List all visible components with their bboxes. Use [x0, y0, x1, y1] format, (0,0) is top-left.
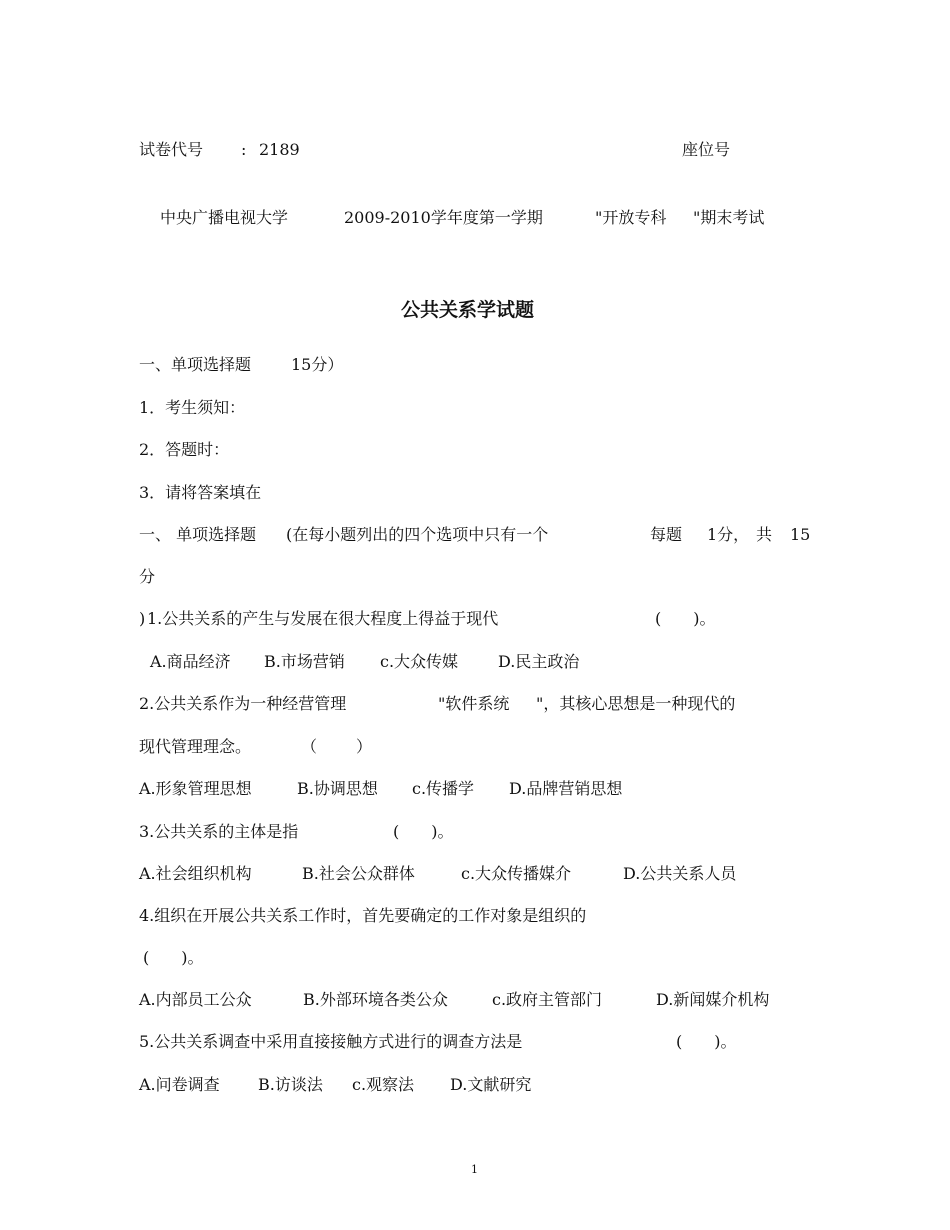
question-2-stem-quote: "软件系统 [438, 694, 510, 713]
section-heading: 一、 单项选择题 [139, 525, 257, 544]
page-number: 1 [471, 1163, 478, 1176]
intro-note-3: 3．请将答案填在 [139, 483, 262, 502]
question-2-stem-line2: 现代管理理念。 [139, 737, 252, 756]
question-2-option-b: B.协调思想 [297, 779, 378, 798]
question-3-stem: 3.公共关系的主体是指 [139, 822, 299, 841]
seat-number-label: 座位号 [682, 140, 731, 159]
school-name: 中央广播电视大学 [160, 208, 289, 227]
question-5-answer-blank: ( )。 [676, 1032, 737, 1051]
exam-type: "期末考试 [693, 208, 765, 227]
question-5-option-a: A.问卷调查 [139, 1075, 220, 1094]
section-total-score: 15 [790, 525, 811, 544]
exam-code-separator: : [241, 140, 247, 159]
question-2-paren-open: （ [301, 737, 318, 756]
exam-code-value: 2189 [259, 140, 300, 159]
question-3-answer-blank: ( )。 [393, 822, 454, 841]
page-title: 公共关系学试题 [401, 299, 535, 321]
question-3-option-b: B.社会公众群体 [302, 864, 415, 883]
academic-term: 2009-2010学年度第一学期 [344, 208, 543, 227]
intro-heading: 一、单项选择题 [139, 355, 252, 374]
question-1-option-b: B.市场营销 [264, 652, 345, 671]
question-4-option-d: D.新闻媒介机构 [656, 990, 770, 1009]
question-4-option-c: c.政府主管部门 [492, 990, 603, 1009]
section-per-item-score: 1分， [707, 525, 750, 544]
exam-code-label: 试卷代号 [139, 140, 204, 159]
question-2-option-a: A.形象管理思想 [139, 779, 252, 798]
question-5-option-b: B.访谈法 [258, 1075, 323, 1094]
question-1-option-a: A.商品经济 [150, 652, 231, 671]
question-4-answer-blank: ( )。 [143, 948, 204, 967]
section-total-label: 共 [756, 525, 773, 544]
question-3-option-d: D.公共关系人员 [623, 864, 737, 883]
section-total-unit: 分 [139, 567, 156, 586]
intro-note-2: 2．答题时： [139, 440, 230, 459]
question-2-stem-cont: "，其核心思想是一种现代的 [536, 694, 736, 713]
question-5-stem: 5.公共关系调查中采用直接接触方式进行的调查方法是 [139, 1032, 523, 1051]
question-2-paren-close: ） [356, 737, 373, 756]
question-4-option-b: B.外部环境各类公众 [303, 990, 448, 1009]
program-level: "开放专科 [595, 208, 667, 227]
question-1-answer-blank: ( )。 [655, 609, 716, 628]
question-1-option-d: D.民主政治 [498, 652, 580, 671]
intro-score: 15分） [291, 355, 344, 374]
question-2-option-d: D.品牌营销思想 [509, 779, 623, 798]
section-per-item-label: 每题 [650, 525, 683, 544]
question-3-option-a: A.社会组织机构 [139, 864, 252, 883]
question-2-option-c: c.传播学 [412, 779, 475, 798]
section-close-paren: ) [139, 609, 146, 628]
intro-note-1: 1．考生须知： [139, 398, 246, 417]
question-5-option-d: D.文献研究 [450, 1075, 532, 1094]
question-4-option-a: A.内部员工公众 [139, 990, 252, 1009]
question-2-stem: 2.公共关系作为一种经营管理 [139, 694, 347, 713]
question-1-option-c: c.大众传媒 [380, 652, 459, 671]
question-1-stem: 1.公共关系的产生与发展在很大程度上得益于现代 [147, 609, 499, 628]
section-instruction: (在每小题列出的四个选项中只有一个 [286, 525, 549, 544]
question-4-stem: 4.组织在开展公共关系工作时，首先要确定的工作对象是组织的 [139, 906, 587, 925]
question-5-option-c: c.观察法 [352, 1075, 415, 1094]
question-3-option-c: c.大众传播媒介 [461, 864, 572, 883]
